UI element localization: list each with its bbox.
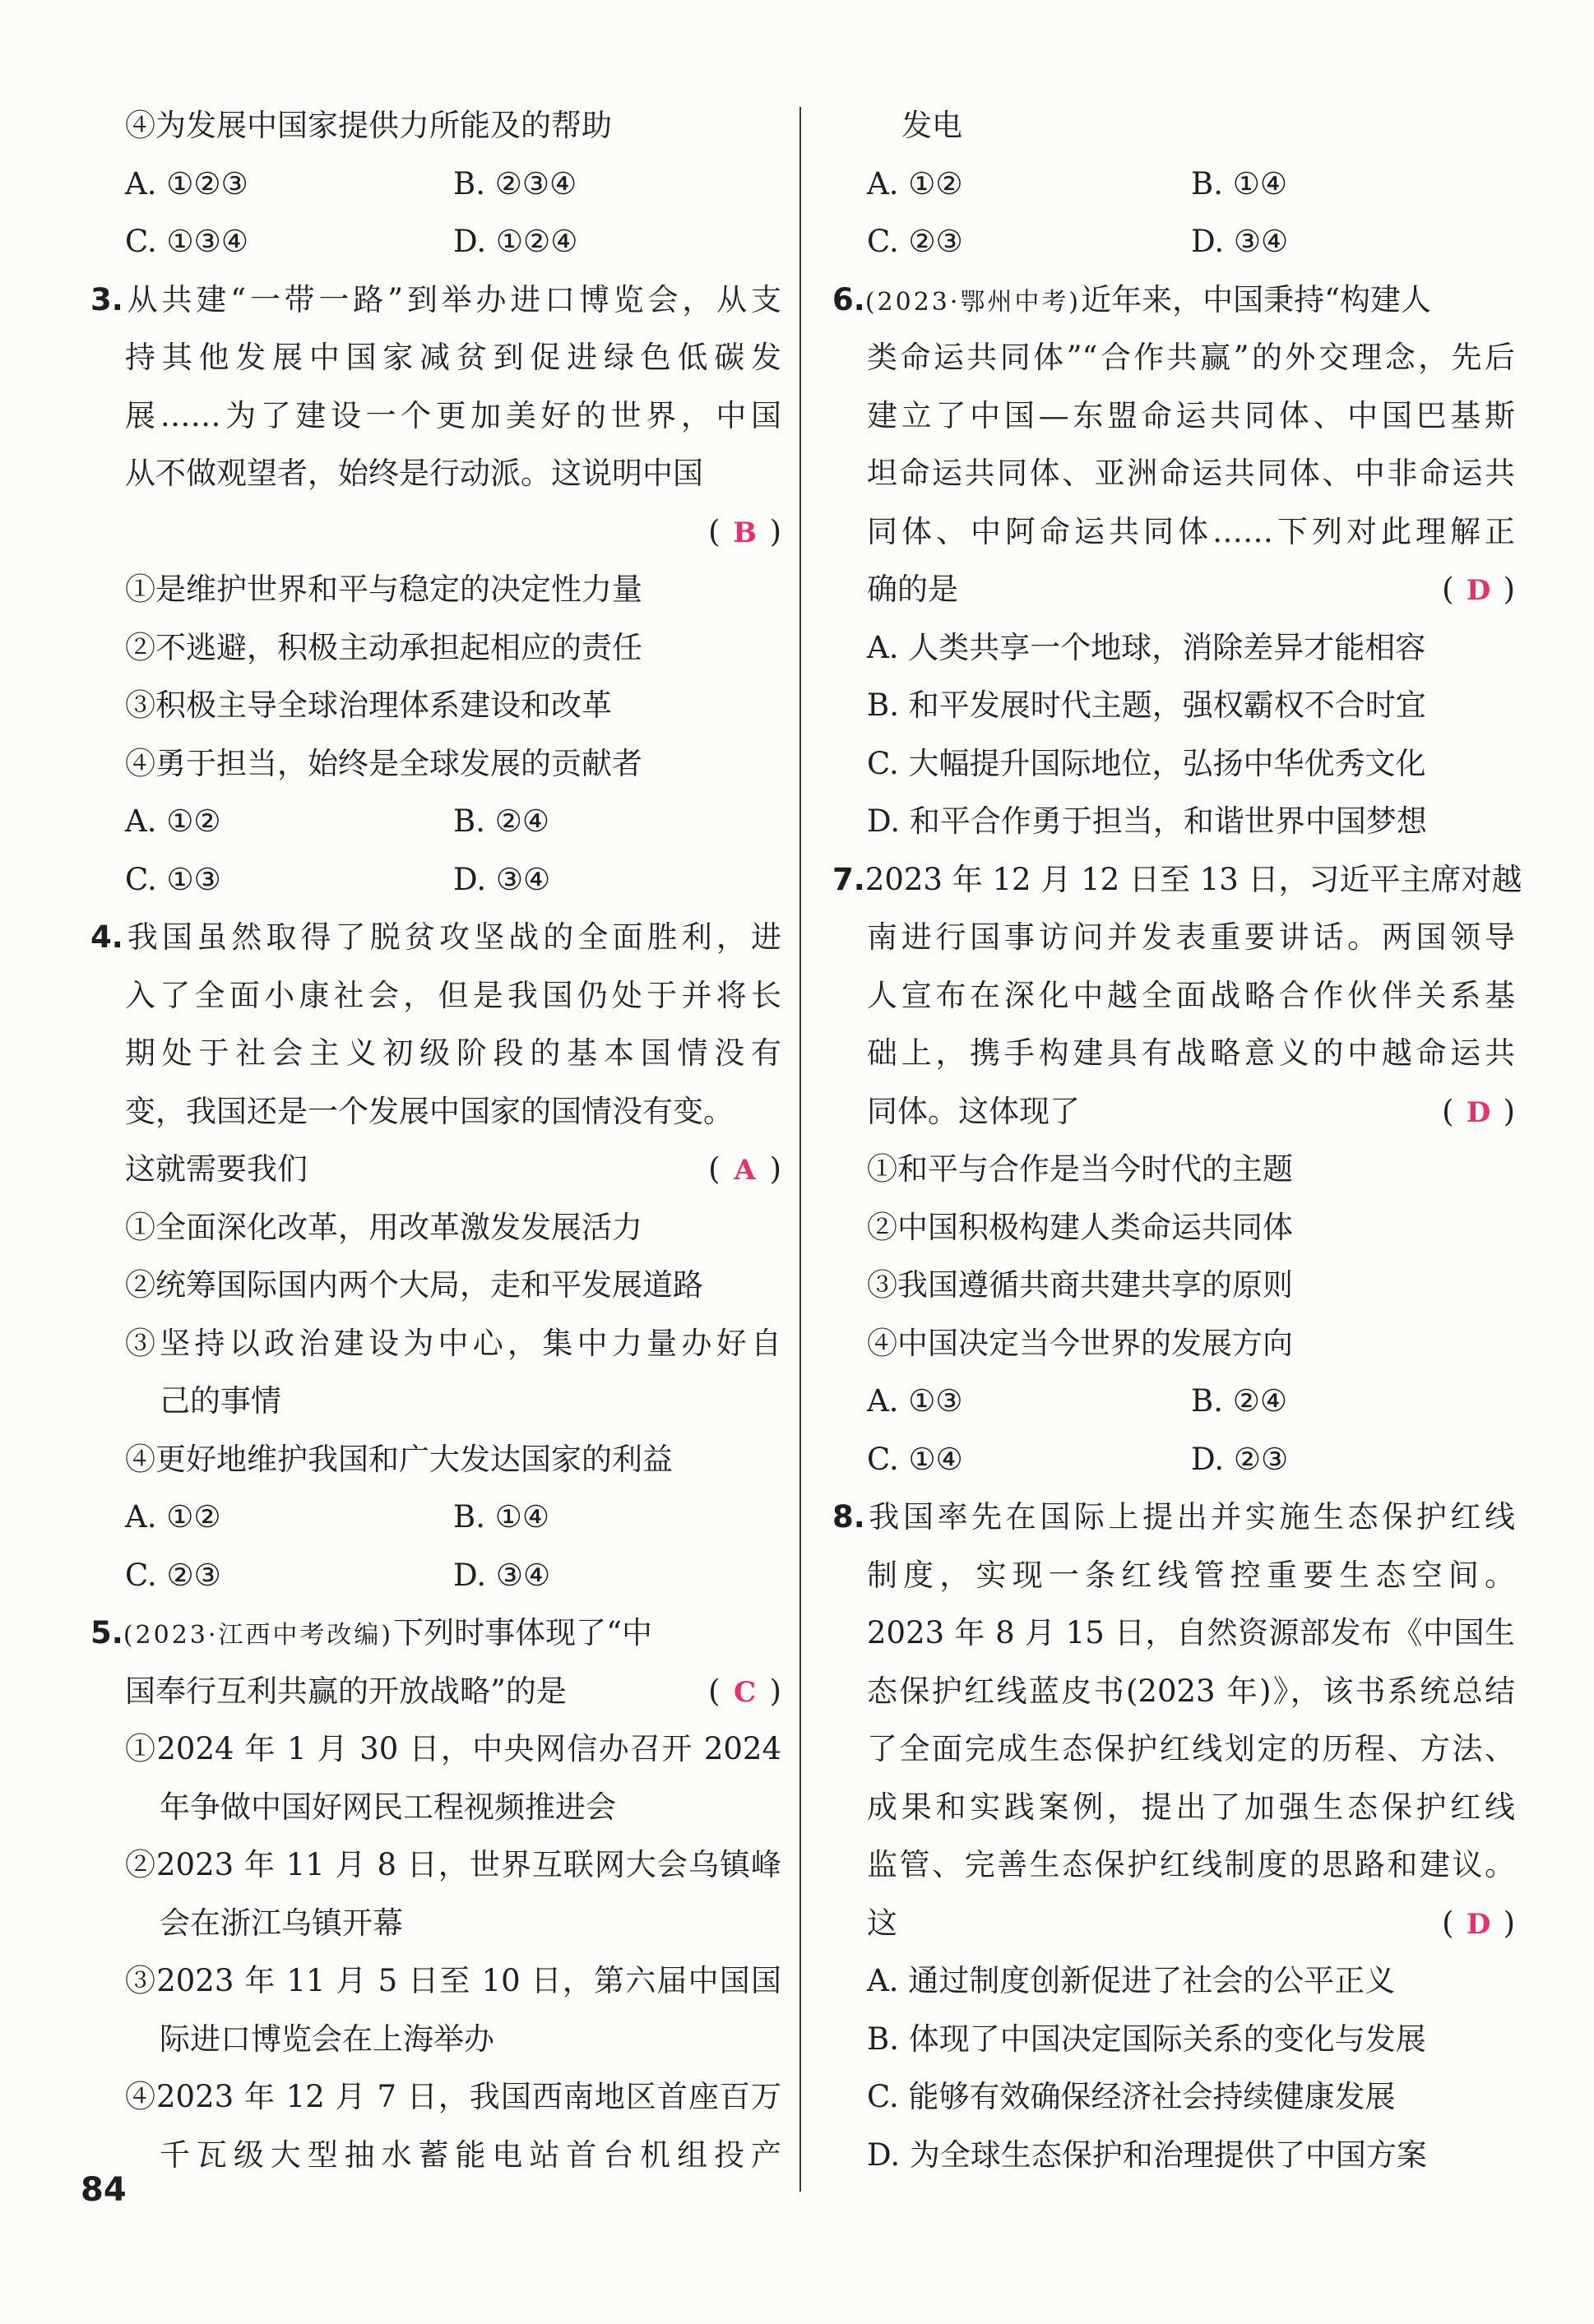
question-4-line	[90, 1141, 781, 1199]
option-item: B. 体现了中国决定国际关系的变化与发展	[867, 2021, 1426, 2057]
option-a: A. ①③	[867, 1383, 963, 1419]
question-3-line: 展……为了建设一个更加美好的世界，中国	[125, 397, 781, 433]
options-row	[90, 155, 781, 214]
option-item: C. 能够有效确保经济社会持续健康发展	[867, 2079, 1396, 2114]
page-number: 84	[81, 2171, 127, 2209]
question-4-line	[90, 909, 781, 967]
column-divider	[799, 107, 801, 2192]
option-item: 际进口博览会在上海举办	[160, 2021, 494, 2057]
options-row	[90, 213, 781, 271]
option-d: D. ②③	[1191, 1441, 1289, 1477]
option-item: ①和平与合作是当今时代的主题	[867, 1151, 1293, 1187]
option-item: ④为发展中国家提供力所能及的帮助	[125, 108, 612, 143]
question-text: 近年来，中国秉持“构建人	[1081, 281, 1432, 317]
question-6-line	[832, 271, 1515, 330]
option-item: ①2024 年 1 月 30 日，中央网信办召开 2024	[125, 1731, 781, 1766]
question-7-line	[832, 1083, 1515, 1141]
options-row	[90, 851, 781, 910]
option-item: ②不逃避，积极主动承担起相应的责任	[125, 629, 642, 665]
option-item: 发电	[901, 108, 962, 143]
question-8-line: 了全面完成生态保护红线划定的历程、方法、	[867, 1731, 1515, 1766]
option-item: B. 和平发展时代主题，强权霸权不合时宜	[867, 687, 1426, 723]
question-text: 这就需要我们	[125, 1151, 308, 1187]
option-item: 年争做中国好网民工程视频推进会	[160, 1789, 616, 1825]
option-item: ④勇于担当，始终是全球发展的贡献者	[125, 745, 642, 781]
option-item: ①全面深化改革，用改革激发发展活力	[125, 1209, 642, 1245]
question-3-line: 持其他发展中国家减贫到促进绿色低碳发	[125, 340, 781, 375]
answer-line	[90, 503, 781, 562]
option-item: ③积极主导全球治理体系建设和改革	[125, 687, 612, 723]
option-item: 会在浙江乌镇开幕	[160, 1905, 403, 1941]
option-item: ③坚持以政治建设为中心，集中力量办好自	[125, 1325, 781, 1361]
answer-bracket: ( D )	[1442, 561, 1515, 620]
question-number: 5.	[90, 1615, 123, 1650]
question-text: 确的是	[867, 572, 958, 607]
option-a: A. ①②	[125, 803, 221, 839]
option-a: A. ①②③	[125, 165, 248, 201]
question-6-line: 类命运共同体”“合作共赢”的外交理念，先后	[867, 340, 1515, 375]
answer-bracket: ( A )	[708, 1141, 781, 1200]
question-8-line: 2023 年 8 月 15 日，自然资源部发布《中国生	[867, 1615, 1515, 1650]
question-text: 同体。这体现了	[867, 1093, 1080, 1129]
right-column	[832, 97, 1522, 2184]
question-source: (2023·鄂州中考)	[864, 287, 1082, 317]
options-row	[832, 1373, 1515, 1431]
question-text: 国奉行互利共赢的开放战略”的是	[125, 1673, 567, 1709]
option-c: C. ②③	[867, 224, 963, 259]
question-8-line: 监管、完善生态保护红线制度的思路和建议。	[867, 1847, 1515, 1882]
option-item: A. 人类共享一个地球，消除差异才能相容	[867, 629, 1426, 665]
question-number: 3.	[90, 281, 123, 317]
answer-bracket: ( D )	[1442, 1083, 1515, 1142]
option-a: A. ①②	[867, 165, 963, 201]
question-6-line: 同体、中阿命运共同体……下列对此理解正	[867, 513, 1515, 549]
question-8-line	[832, 1488, 1515, 1547]
question-text: 我国虽然取得了脱贫攻坚战的全面胜利，进	[123, 919, 781, 955]
question-8-line: 态保护红线蓝皮书(2023 年)》，该书系统总结	[867, 1673, 1515, 1709]
question-6-line	[832, 561, 1515, 619]
options-row	[832, 213, 1515, 271]
options-row	[832, 155, 1515, 214]
option-b: B. ②④	[1191, 1383, 1288, 1419]
left-column	[90, 97, 781, 2184]
answer-mark: D	[1466, 1907, 1491, 1941]
answer-mark: D	[1466, 574, 1491, 607]
question-text: 2023 年 12 月 12 日至 13 日，习近平主席对越	[864, 861, 1522, 897]
question-5-line	[90, 1604, 781, 1663]
option-d: D. ①②④	[453, 224, 578, 259]
question-6-line: 建立了中国—东盟命运共同体、中国巴基斯	[867, 397, 1515, 433]
question-number: 6.	[832, 281, 865, 317]
option-c: C. ①③④	[125, 224, 249, 259]
option-item: D. 和平合作勇于担当，和谐世界中国梦想	[867, 803, 1427, 839]
question-7-line: 人宣布在深化中越全面战略合作伙伴关系基	[867, 977, 1515, 1013]
option-item: 千瓦级大型抽水蓄能电站首台机组投产	[160, 2137, 781, 2173]
option-item: ①是维护世界和平与稳定的决定性力量	[125, 572, 642, 607]
answer-mark: A	[734, 1154, 756, 1187]
question-8-line: 成果和实践案例，提出了加强生态保护红线	[867, 1789, 1515, 1825]
option-d: D. ③④	[1191, 224, 1289, 259]
option-d: D. ③④	[453, 1557, 551, 1593]
option-b: B. ②③④	[453, 165, 577, 201]
question-8-line: 制度，实现一条红线管控重要生态空间。	[867, 1557, 1515, 1593]
question-number: 8.	[832, 1499, 865, 1535]
question-number: 4.	[90, 919, 123, 955]
answer-mark: C	[734, 1675, 757, 1709]
question-text: 从共建“一带一路”到举办进口博览会，从支	[123, 281, 781, 317]
answer-mark: D	[1466, 1095, 1491, 1129]
option-c: C. ①③	[125, 861, 221, 897]
question-text: 下列时事体现了“中	[393, 1615, 653, 1650]
option-item: ②中国积极构建人类命运共同体	[867, 1209, 1293, 1245]
question-4-line: 期处于社会主义初级阶段的基本国情没有	[125, 1035, 781, 1071]
option-b: B. ①④	[1191, 165, 1288, 201]
option-item: ②2023 年 11 月 8 日，世界互联网大会乌镇峰	[125, 1847, 781, 1882]
question-6-line: 坦命运共同体、亚洲命运共同体、中非命运共	[867, 456, 1515, 491]
option-c: C. ②③	[125, 1557, 221, 1593]
option-item: D. 为全球生态保护和治理提供了中国方案	[867, 2137, 1427, 2173]
question-7-line: 础上，携手构建具有战略意义的中越命运共	[867, 1035, 1515, 1071]
option-item: ④2023 年 12 月 7 日，我国西南地区首座百万	[125, 2079, 781, 2114]
option-item: ③我国遵循共商共建共享的原则	[867, 1267, 1293, 1303]
question-text: 我国率先在国际上提出并实施生态保护红线	[864, 1499, 1515, 1535]
option-c: C. ①④	[867, 1441, 963, 1477]
question-5-line	[90, 1663, 781, 1721]
option-item: C. 大幅提升国际地位，弘扬中华优秀文化	[867, 745, 1426, 781]
question-4-line: 变，我国还是一个发展中国家的国情没有变。	[125, 1093, 734, 1129]
question-text: 这	[867, 1905, 897, 1941]
option-item: ④更好地维护我国和广大发达国家的利益	[125, 1441, 673, 1477]
option-item: ④中国决定当今世界的发展方向	[867, 1325, 1293, 1361]
options-row	[90, 1547, 781, 1605]
options-row	[90, 793, 781, 851]
option-item: 己的事情	[160, 1383, 281, 1419]
answer-bracket: ( C )	[708, 1663, 781, 1722]
option-d: D. ③④	[453, 861, 551, 897]
question-7-line	[832, 851, 1522, 910]
question-source: (2023·江西中考改编)	[123, 1621, 394, 1650]
answer-bracket: ( D )	[1442, 1895, 1515, 1954]
answer-bracket: ( B )	[708, 503, 781, 562]
question-4-line: 入了全面小康社会，但是我国仍处于并将长	[125, 977, 781, 1013]
question-3-line: 从不做观望者，始终是行动派。这说明中国	[125, 456, 703, 491]
option-item: A. 通过制度创新促进了社会的公平正义	[867, 1963, 1396, 1998]
question-number: 7.	[832, 861, 865, 897]
question-8-line	[832, 1895, 1515, 1953]
option-item: ③2023 年 11 月 5 日至 10 日，第六届中国国	[125, 1963, 781, 1998]
answer-mark: B	[733, 516, 757, 549]
options-row	[90, 1488, 781, 1547]
question-7-line: 南进行国事访问并发表重要讲话。两国领导	[867, 919, 1515, 955]
option-item: ②统筹国际国内两个大局，走和平发展道路	[125, 1267, 703, 1303]
option-b: B. ②④	[453, 803, 550, 839]
option-b: B. ①④	[453, 1499, 550, 1535]
option-a: A. ①②	[125, 1499, 221, 1535]
options-row	[832, 1431, 1515, 1489]
question-3-line	[90, 271, 781, 330]
